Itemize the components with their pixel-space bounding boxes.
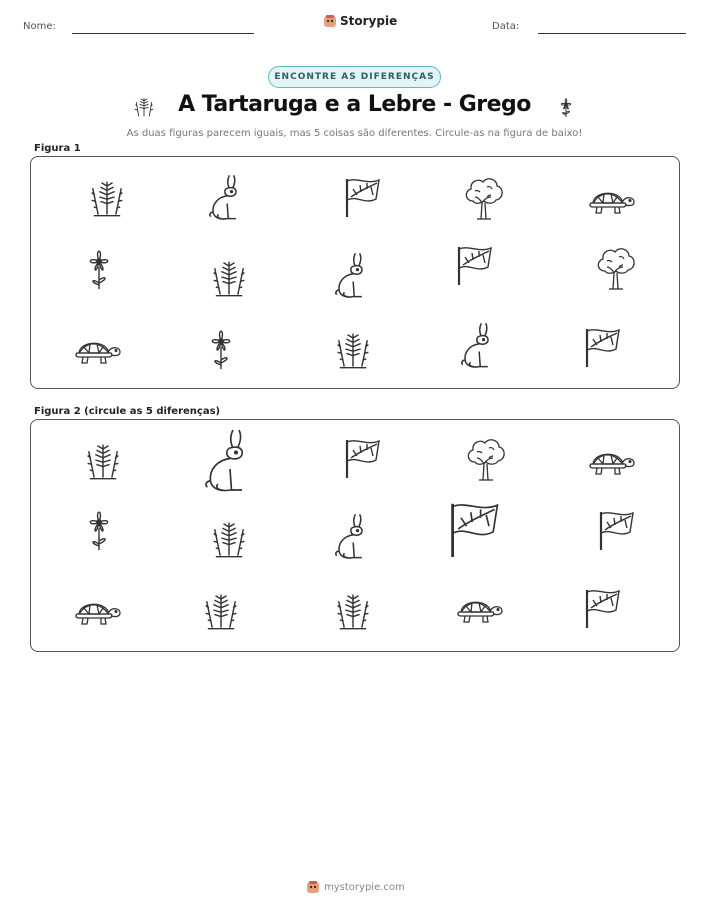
rabbit-icon[interactable]: [455, 319, 499, 376]
fern-icon[interactable]: [85, 175, 129, 224]
fern-icon[interactable]: [81, 438, 125, 487]
figure-2-panel: [30, 419, 680, 652]
name-line[interactable]: [72, 33, 254, 34]
page-title: A Tartaruga e a Lebre - Grego: [178, 92, 531, 117]
flag-icon[interactable]: [455, 243, 495, 292]
footer: [306, 880, 405, 894]
fern-icon[interactable]: [207, 255, 251, 304]
turtle-icon[interactable]: [73, 594, 123, 633]
turtle-icon[interactable]: [587, 183, 637, 222]
rabbit-icon[interactable]: [203, 171, 247, 228]
flower-icon[interactable]: [203, 325, 239, 376]
flower-icon: [553, 93, 579, 119]
figure-2-label: Figura 2 (circule as 5 diferenças): [34, 406, 221, 417]
name-label: Nome:: [23, 21, 56, 32]
instructions: As duas figuras parecem iguais, mas 5 coisas são diferentes. Circule-as na figura de baixo!: [126, 128, 583, 139]
figure-1-label: Figura 1: [34, 143, 81, 154]
tree-icon[interactable]: [593, 243, 639, 296]
turtle-icon[interactable]: [455, 592, 505, 631]
fern-icon[interactable]: [199, 588, 243, 637]
date-label: Data:: [492, 21, 520, 32]
flower-icon[interactable]: [81, 245, 117, 296]
flower-icon[interactable]: [81, 506, 117, 557]
flag-icon[interactable]: [343, 175, 383, 224]
date-line[interactable]: [538, 33, 686, 34]
footer-site[interactable]: mystorypie.com: [324, 881, 405, 893]
tree-icon[interactable]: [461, 173, 507, 226]
fern-icon[interactable]: [207, 516, 251, 565]
storypie-logo-icon: [323, 14, 337, 28]
badge-text: ENCONTRE AS DIFERENÇAS: [274, 72, 435, 82]
flag-icon[interactable]: [583, 586, 623, 635]
brand-logo: [323, 14, 397, 28]
fern-icon[interactable]: [331, 588, 375, 637]
flag-large-icon[interactable]: [447, 498, 503, 565]
brand-name: Storypie: [340, 14, 398, 28]
flag-icon[interactable]: [343, 436, 383, 485]
flag-icon[interactable]: [597, 508, 637, 557]
activity-badge: [268, 66, 441, 88]
rabbit-large-icon[interactable]: [195, 424, 259, 501]
tree-icon[interactable]: [463, 434, 509, 487]
rabbit-icon[interactable]: [329, 249, 373, 306]
fern-icon[interactable]: [331, 327, 375, 376]
flag-icon[interactable]: [583, 325, 623, 374]
turtle-icon[interactable]: [73, 333, 123, 372]
figure-1-panel: [30, 156, 680, 389]
rabbit-icon[interactable]: [329, 510, 373, 567]
turtle-icon[interactable]: [587, 444, 637, 483]
storypie-logo-icon: [306, 880, 320, 894]
